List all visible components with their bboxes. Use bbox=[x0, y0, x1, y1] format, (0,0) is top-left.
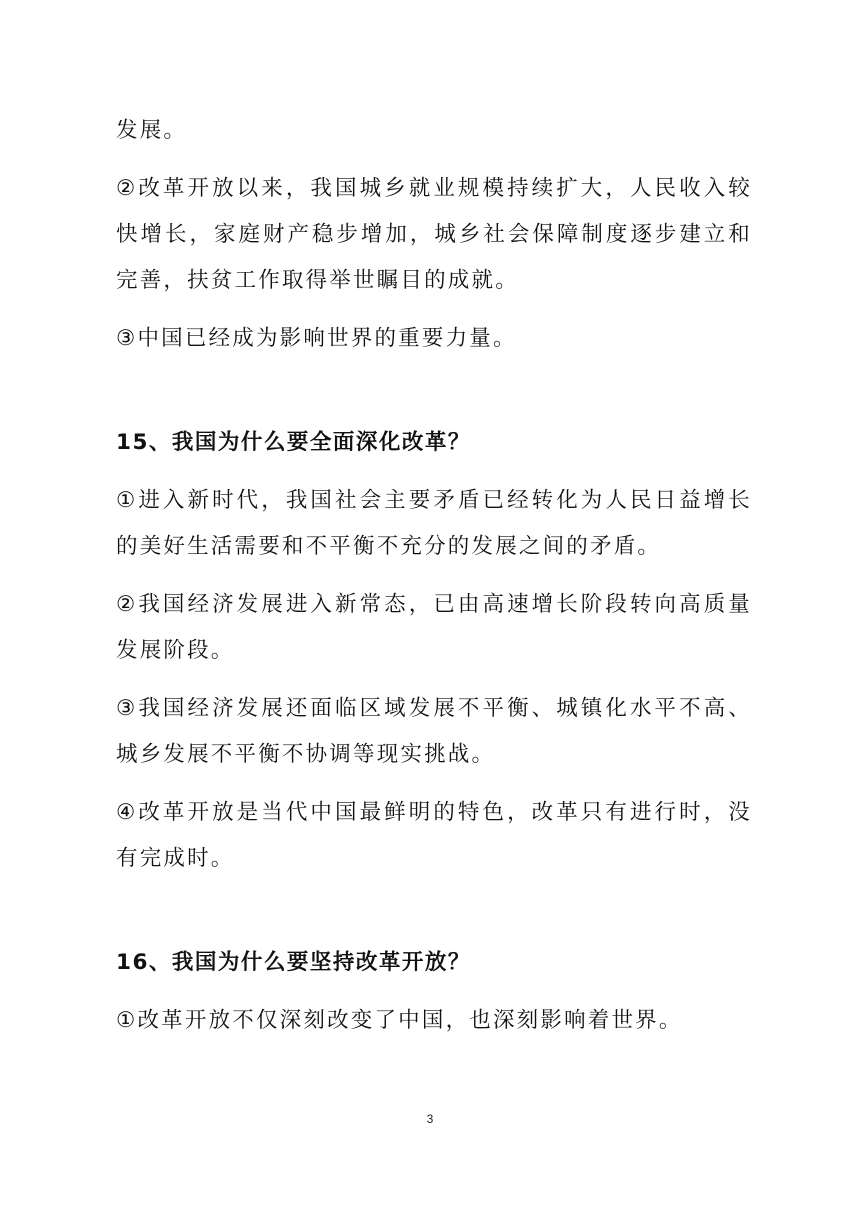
question-heading-16: 16、我国为什么要坚持改革开放？ bbox=[116, 950, 471, 975]
paragraph-point-1: ①进入新时代，我国社会主要矛盾已经转化为人民日益增长的美好生活需要和不平衡不充分的发展之间的矛盾。 bbox=[116, 488, 752, 559]
section-gap bbox=[116, 362, 752, 420]
spacer bbox=[116, 778, 752, 790]
paragraph-continued: 发展。 bbox=[116, 118, 188, 143]
paragraph-point-3: ③我国经济发展还面临区域发展不平衡、城镇化水平不高、城乡发展不平衡不协调等现实挑战。 bbox=[116, 696, 752, 767]
paragraph-point-2: ②改革开放以来，我国城乡就业规模持续扩大，人民收入较快增长，家庭财产稳步增加，城乡社会保障制度逐步建立和完善，扶贫工作取得举世瞩目的成就。 bbox=[116, 176, 752, 293]
page-content bbox=[116, 108, 752, 1044]
spacer bbox=[116, 674, 752, 686]
paragraph-point-2: ②我国经济发展进入新常态，已由高速增长阶段转向高质量发展阶段。 bbox=[116, 592, 752, 663]
paragraph-point-3: ③中国已经成为影响世界的重要力量。 bbox=[116, 326, 517, 351]
spacer bbox=[116, 154, 752, 166]
question-heading-15: 15、我国为什么要全面深化改革？ bbox=[116, 430, 471, 455]
page-number: 3 bbox=[426, 1112, 434, 1126]
spacer bbox=[116, 304, 752, 316]
paragraph-point-1: ①改革开放不仅深刻改变了中国，也深刻影响着世界。 bbox=[116, 1008, 683, 1033]
section-gap bbox=[116, 882, 752, 940]
spacer bbox=[116, 466, 752, 478]
paragraph-point-4: ④改革开放是当代中国最鲜明的特色，改革只有进行时，没有完成时。 bbox=[116, 800, 752, 871]
spacer bbox=[116, 986, 752, 998]
spacer bbox=[116, 570, 752, 582]
